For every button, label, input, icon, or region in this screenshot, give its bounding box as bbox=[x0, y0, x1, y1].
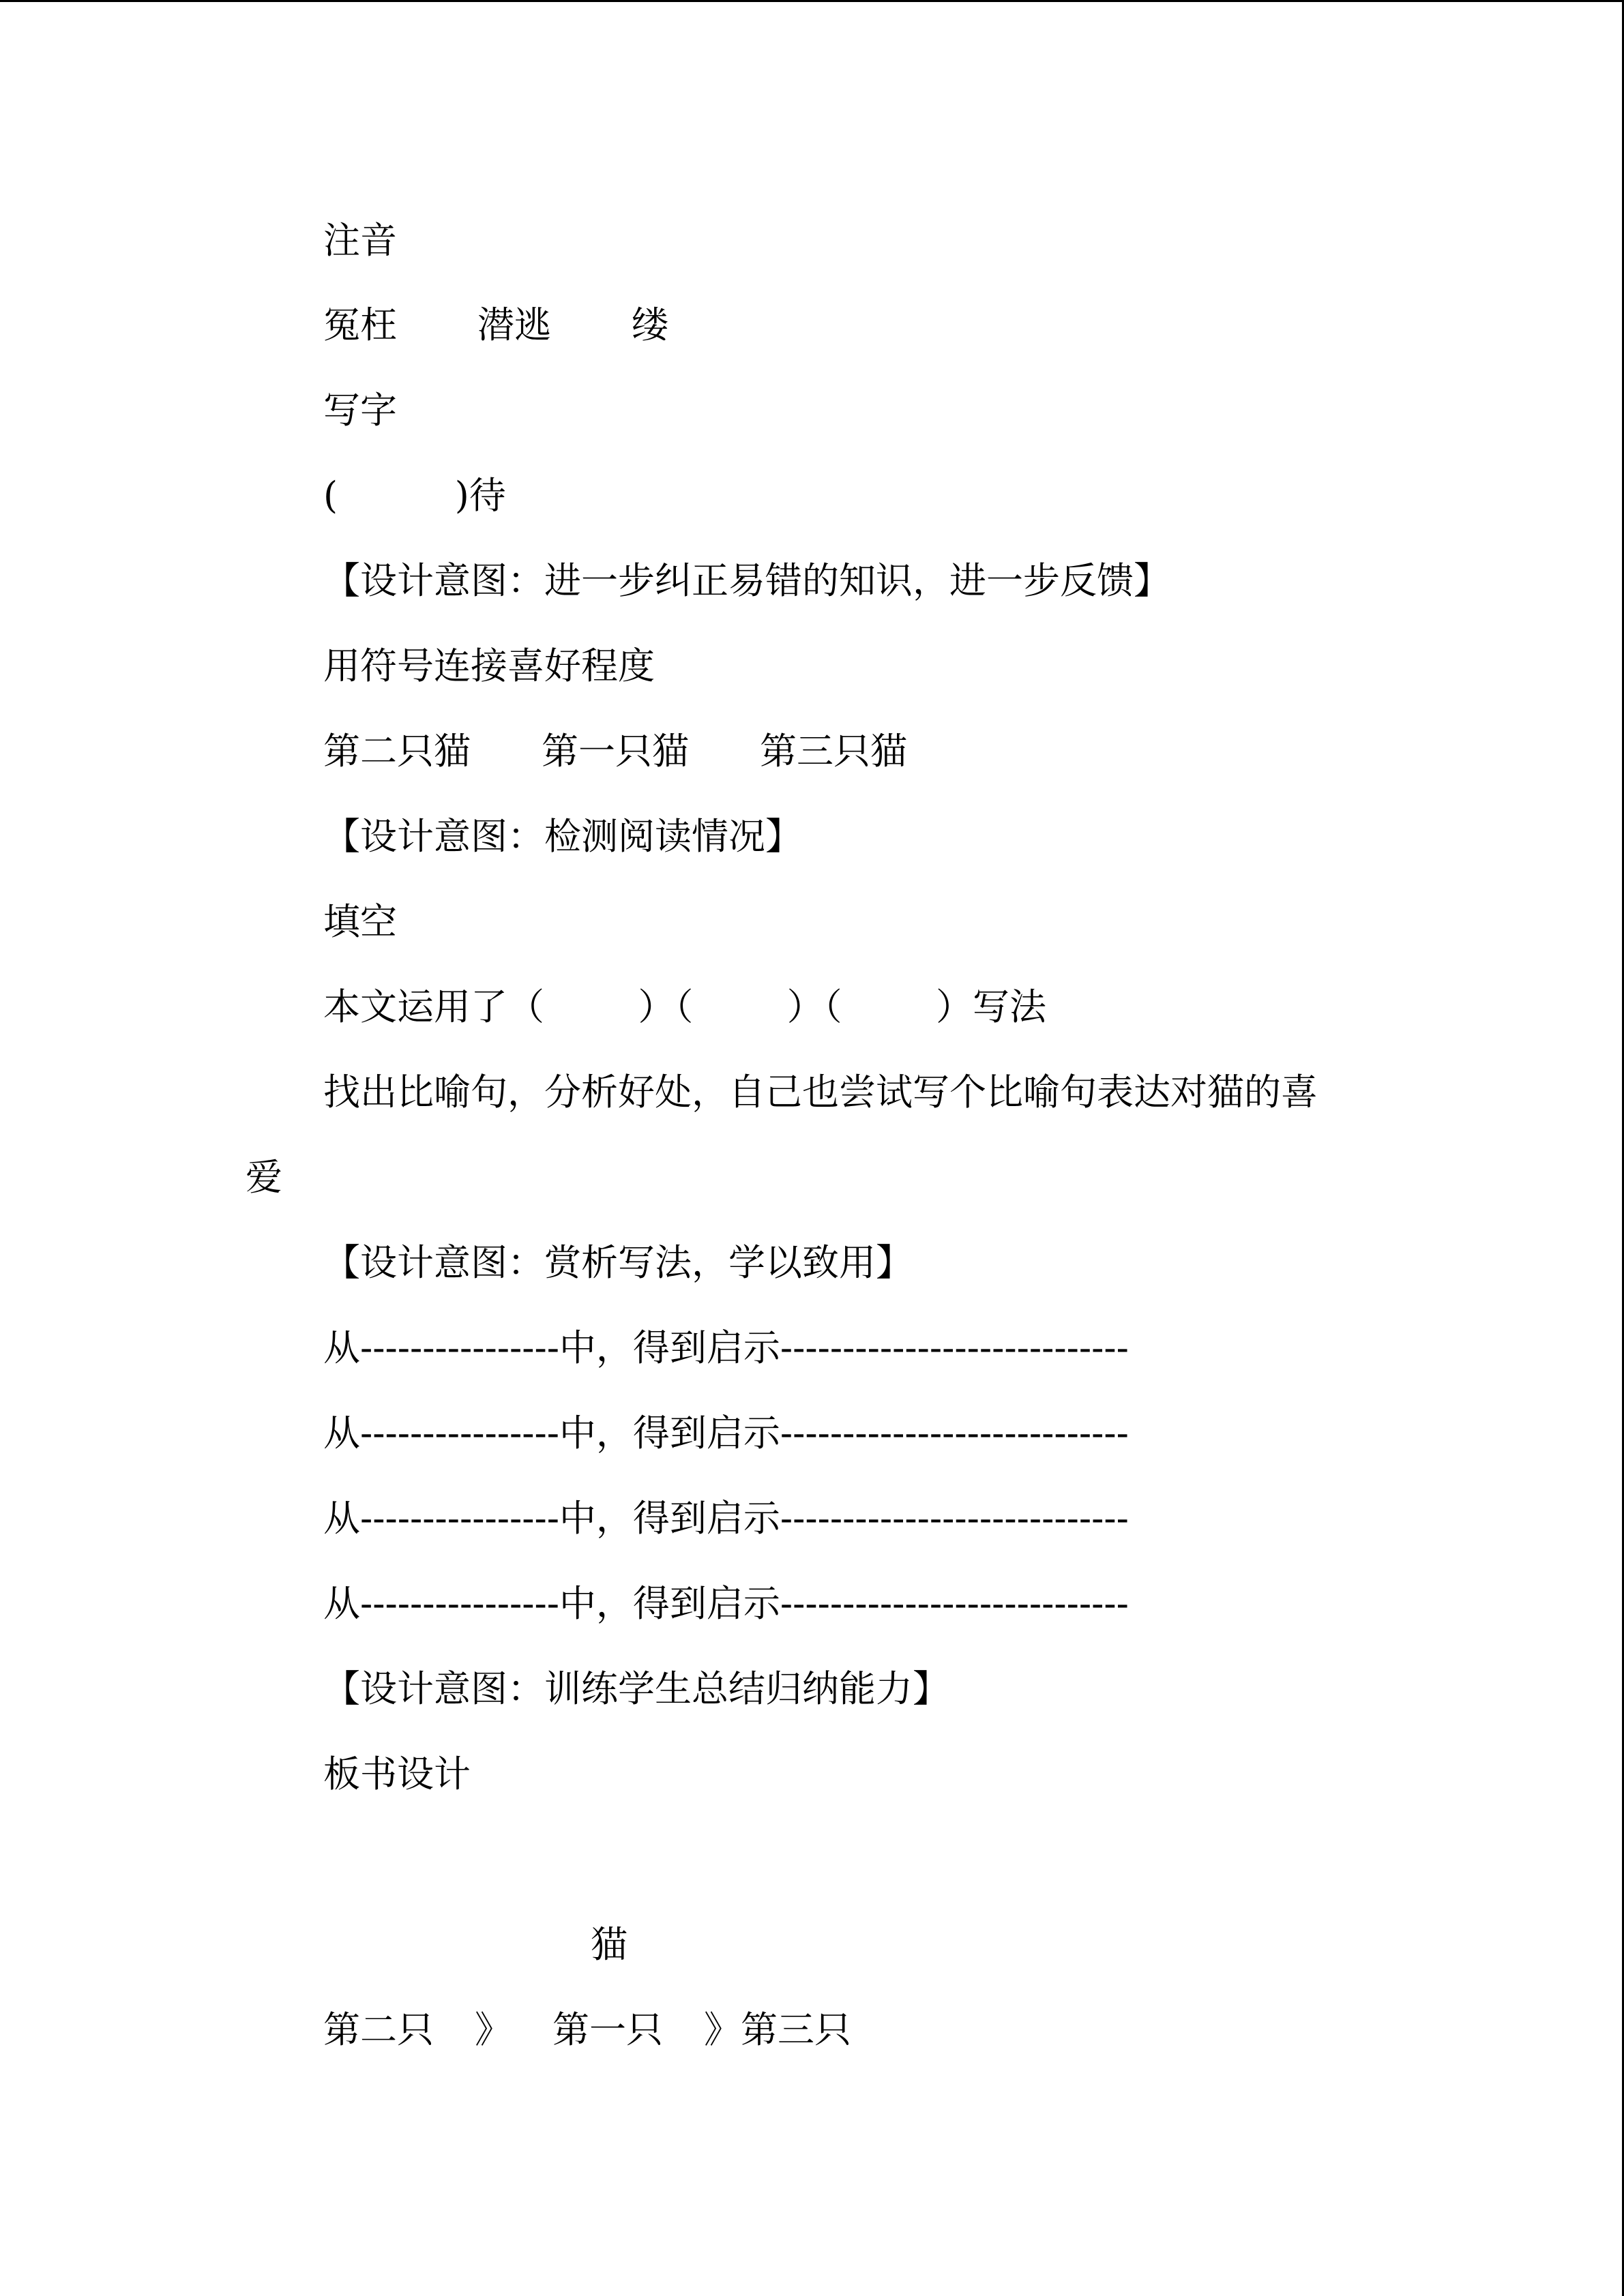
design-intent-note: 【设计意图：进一步纠正易错的知识，进一步反馈】 bbox=[323, 559, 1170, 602]
word-list bbox=[323, 303, 668, 347]
design-intent-note: 【设计意图：赏析写法，学以致用】 bbox=[323, 1241, 913, 1284]
heading-fill-blank: 填空 bbox=[323, 900, 397, 943]
cat-item: 第二只猫 bbox=[323, 730, 471, 773]
board-item: 第二只 bbox=[323, 2008, 434, 2051]
fill-blank-sentence: 本文运用了（ ）（ ）（ ）写法 bbox=[323, 985, 1046, 1028]
heading-phonetic: 注音 bbox=[323, 219, 397, 262]
heading-writing: 写字 bbox=[323, 389, 397, 432]
word-item: 缕 bbox=[632, 303, 668, 346]
board-arrow: 》 bbox=[475, 2008, 512, 2051]
board-item: 第一只 bbox=[552, 2008, 663, 2051]
instruction-text-continued: 爱 bbox=[246, 1156, 282, 1199]
board-title: 猫 bbox=[591, 1923, 628, 1966]
instruction-text: 用符号连接喜好程度 bbox=[323, 644, 655, 687]
inspiration-line: 从----------------中，得到启示---------------------------- bbox=[323, 1326, 1129, 1369]
design-intent-note: 【设计意图：检测阅读情况】 bbox=[323, 815, 802, 858]
board-item: 》第三只 bbox=[704, 2008, 851, 2051]
inspiration-line: 从----------------中，得到启示---------------------------- bbox=[323, 1412, 1129, 1455]
cat-item: 第一只猫 bbox=[542, 730, 689, 773]
word-item: 潜逃 bbox=[477, 303, 551, 346]
cat-item: 第三只猫 bbox=[760, 730, 907, 773]
fill-blank-item: ( )待 bbox=[323, 474, 506, 517]
inspiration-line: 从----------------中，得到启示---------------------------- bbox=[323, 1497, 1129, 1540]
word-item: 冤枉 bbox=[323, 303, 397, 346]
heading-board-design: 板书设计 bbox=[323, 1753, 471, 1795]
board-sequence bbox=[323, 2008, 851, 2052]
cat-list bbox=[323, 730, 907, 773]
inspiration-line: 从----------------中，得到启示---------------------------- bbox=[323, 1582, 1129, 1625]
instruction-text: 找出比喻句，分析好处，自己也尝试写个比喻句表达对猫的喜 bbox=[323, 1071, 1318, 1114]
design-intent-note: 【设计意图：训练学生总结归纳能力】 bbox=[323, 1667, 949, 1710]
